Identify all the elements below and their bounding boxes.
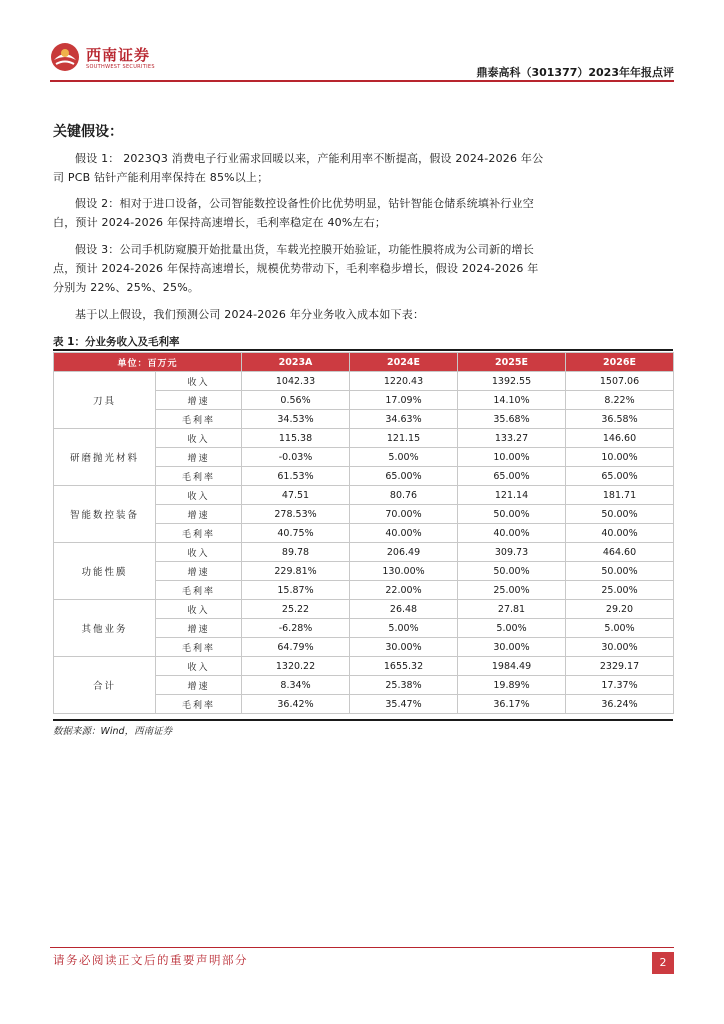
value-cell: 36.42% xyxy=(242,695,350,714)
value-cell: 8.34% xyxy=(242,676,350,695)
table-body xyxy=(54,372,674,714)
value-cell: 1320.22 xyxy=(242,657,350,676)
value-cell: 10.00% xyxy=(458,448,566,467)
table-row xyxy=(54,372,674,391)
value-cell: 5.00% xyxy=(350,448,458,467)
value-cell: 47.51 xyxy=(242,486,350,505)
metric-label: 增速 xyxy=(156,676,242,695)
value-cell: 50.00% xyxy=(566,562,674,581)
value-cell: 1507.06 xyxy=(566,372,674,391)
value-cell: 1392.55 xyxy=(458,372,566,391)
segment-name: 其他业务 xyxy=(54,600,156,657)
value-cell: 146.60 xyxy=(566,429,674,448)
value-cell: 65.00% xyxy=(350,467,458,486)
column-header: 2023A xyxy=(242,353,350,372)
value-cell: 121.14 xyxy=(458,486,566,505)
value-cell: 133.27 xyxy=(458,429,566,448)
value-cell: 40.00% xyxy=(458,524,566,543)
value-cell: 115.38 xyxy=(242,429,350,448)
value-cell: 25.38% xyxy=(350,676,458,695)
metric-label: 毛利率 xyxy=(156,638,242,657)
value-cell: 206.49 xyxy=(350,543,458,562)
value-cell: 80.76 xyxy=(350,486,458,505)
value-cell: 22.00% xyxy=(350,581,458,600)
value-cell: 181.71 xyxy=(566,486,674,505)
value-cell: 70.00% xyxy=(350,505,458,524)
metric-label: 毛利率 xyxy=(156,467,242,486)
metric-label: 毛利率 xyxy=(156,581,242,600)
value-cell: 15.87% xyxy=(242,581,350,600)
value-cell: 65.00% xyxy=(566,467,674,486)
table-header-row xyxy=(54,353,674,372)
value-cell: 1042.33 xyxy=(242,372,350,391)
value-cell: 464.60 xyxy=(566,543,674,562)
metric-label: 毛利率 xyxy=(156,524,242,543)
value-cell: 35.68% xyxy=(458,410,566,429)
value-cell: 121.15 xyxy=(350,429,458,448)
value-cell: 34.63% xyxy=(350,410,458,429)
value-cell: 61.53% xyxy=(242,467,350,486)
metric-label: 收入 xyxy=(156,372,242,391)
table-top-rule xyxy=(53,349,673,351)
value-cell: 1655.32 xyxy=(350,657,458,676)
assumption-2: 假设 2：相对于进口设备，公司智能数控设备性价比优势明显，钻针智能仓储系统填补行业空白，预计 2024-2026 年保持高速增长，毛利率稳定在 40%左右； xyxy=(53,197,534,229)
metric-label: 增速 xyxy=(156,391,242,410)
metric-label: 增速 xyxy=(156,619,242,638)
value-cell: 1984.49 xyxy=(458,657,566,676)
metric-label: 增速 xyxy=(156,562,242,581)
value-cell: 5.00% xyxy=(350,619,458,638)
page-number: 2 xyxy=(652,952,674,974)
value-cell: 30.00% xyxy=(350,638,458,657)
value-cell: 50.00% xyxy=(458,505,566,524)
column-header: 2025E xyxy=(458,353,566,372)
table-bottom-rule xyxy=(53,719,673,721)
value-cell: 19.89% xyxy=(458,676,566,695)
segment-name: 刀具 xyxy=(54,372,156,429)
value-cell: 40.00% xyxy=(566,524,674,543)
table-row xyxy=(54,486,674,505)
value-cell: 10.00% xyxy=(566,448,674,467)
metric-label: 收入 xyxy=(156,543,242,562)
value-cell: 2329.17 xyxy=(566,657,674,676)
disclaimer-note: 请务必阅读正文后的重要声明部分 xyxy=(53,953,248,967)
value-cell: 29.20 xyxy=(566,600,674,619)
metric-label: 毛利率 xyxy=(156,410,242,429)
value-cell: 14.10% xyxy=(458,391,566,410)
value-cell: 89.78 xyxy=(242,543,350,562)
table-caption: 表 1：分业务收入及毛利率 xyxy=(53,336,180,348)
brand-name-en: SOUTHWEST SECURITIES xyxy=(86,64,155,70)
segment-name: 合计 xyxy=(54,657,156,714)
value-cell: 34.53% xyxy=(242,410,350,429)
segment-name: 功能性膜 xyxy=(54,543,156,600)
assumption-3: 假设 3：公司手机防窥膜开始批量出货，车载光控膜开始验证，功能性膜将成为公司新的增长点，预计 2024-2026 年保持高速增长，规模优势带动下，毛利率稳步增长，假设 2024-2026 年分别为 22%、25%、25%。 xyxy=(53,243,539,294)
value-cell: 35.47% xyxy=(350,695,458,714)
brand-name-cn: 西南证券 xyxy=(86,46,151,64)
section-title: 关键假设： xyxy=(53,124,123,140)
value-cell: 26.48 xyxy=(350,600,458,619)
value-cell: 5.00% xyxy=(458,619,566,638)
value-cell: 1220.43 xyxy=(350,372,458,391)
value-cell: 36.58% xyxy=(566,410,674,429)
value-cell: 25.00% xyxy=(458,581,566,600)
metric-label: 收入 xyxy=(156,657,242,676)
value-cell: -0.03% xyxy=(242,448,350,467)
column-header: 2024E xyxy=(350,353,458,372)
unit-header: 单位：百万元 xyxy=(54,353,242,372)
value-cell: 17.09% xyxy=(350,391,458,410)
metric-label: 增速 xyxy=(156,448,242,467)
value-cell: 0.56% xyxy=(242,391,350,410)
report-title: 鼎泰高科（301377）2023年年报点评 xyxy=(476,66,674,79)
brand-logo xyxy=(50,42,180,78)
value-cell: 229.81% xyxy=(242,562,350,581)
value-cell: 278.53% xyxy=(242,505,350,524)
column-header: 2026E xyxy=(566,353,674,372)
value-cell: 5.00% xyxy=(566,619,674,638)
value-cell: 36.17% xyxy=(458,695,566,714)
value-cell: 309.73 xyxy=(458,543,566,562)
footer-divider xyxy=(50,947,674,948)
metric-label: 收入 xyxy=(156,600,242,619)
value-cell: 130.00% xyxy=(350,562,458,581)
value-cell: 40.75% xyxy=(242,524,350,543)
value-cell: 50.00% xyxy=(458,562,566,581)
forecast-intro: 基于以上假设，我们预测公司 2024-2026 年分业务收入成本如下表： xyxy=(75,308,425,321)
value-cell: 8.22% xyxy=(566,391,674,410)
value-cell: -6.28% xyxy=(242,619,350,638)
value-cell: 40.00% xyxy=(350,524,458,543)
header-divider xyxy=(50,80,674,82)
table-row xyxy=(54,543,674,562)
metric-label: 收入 xyxy=(156,486,242,505)
value-cell: 17.37% xyxy=(566,676,674,695)
metric-label: 增速 xyxy=(156,505,242,524)
table-source: 数据来源：Wind，西南证券 xyxy=(53,726,173,737)
value-cell: 30.00% xyxy=(458,638,566,657)
assumption-1: 假设 1： 2023Q3 消费电子行业需求回暖以来，产能利用率不断提高，假设 2024-2026 年公司 PCB 钻针产能利用率保持在 85%以上； xyxy=(53,152,544,184)
brand-logo-icon xyxy=(50,42,80,72)
value-cell: 25.00% xyxy=(566,581,674,600)
table-row xyxy=(54,429,674,448)
value-cell: 64.79% xyxy=(242,638,350,657)
value-cell: 30.00% xyxy=(566,638,674,657)
value-cell: 27.81 xyxy=(458,600,566,619)
metric-label: 毛利率 xyxy=(156,695,242,714)
table-row xyxy=(54,657,674,676)
revenue-margin-table xyxy=(53,352,674,714)
value-cell: 25.22 xyxy=(242,600,350,619)
metric-label: 收入 xyxy=(156,429,242,448)
table-row xyxy=(54,600,674,619)
value-cell: 36.24% xyxy=(566,695,674,714)
value-cell: 65.00% xyxy=(458,467,566,486)
segment-name: 智能数控装备 xyxy=(54,486,156,543)
segment-name: 研磨抛光材料 xyxy=(54,429,156,486)
value-cell: 50.00% xyxy=(566,505,674,524)
